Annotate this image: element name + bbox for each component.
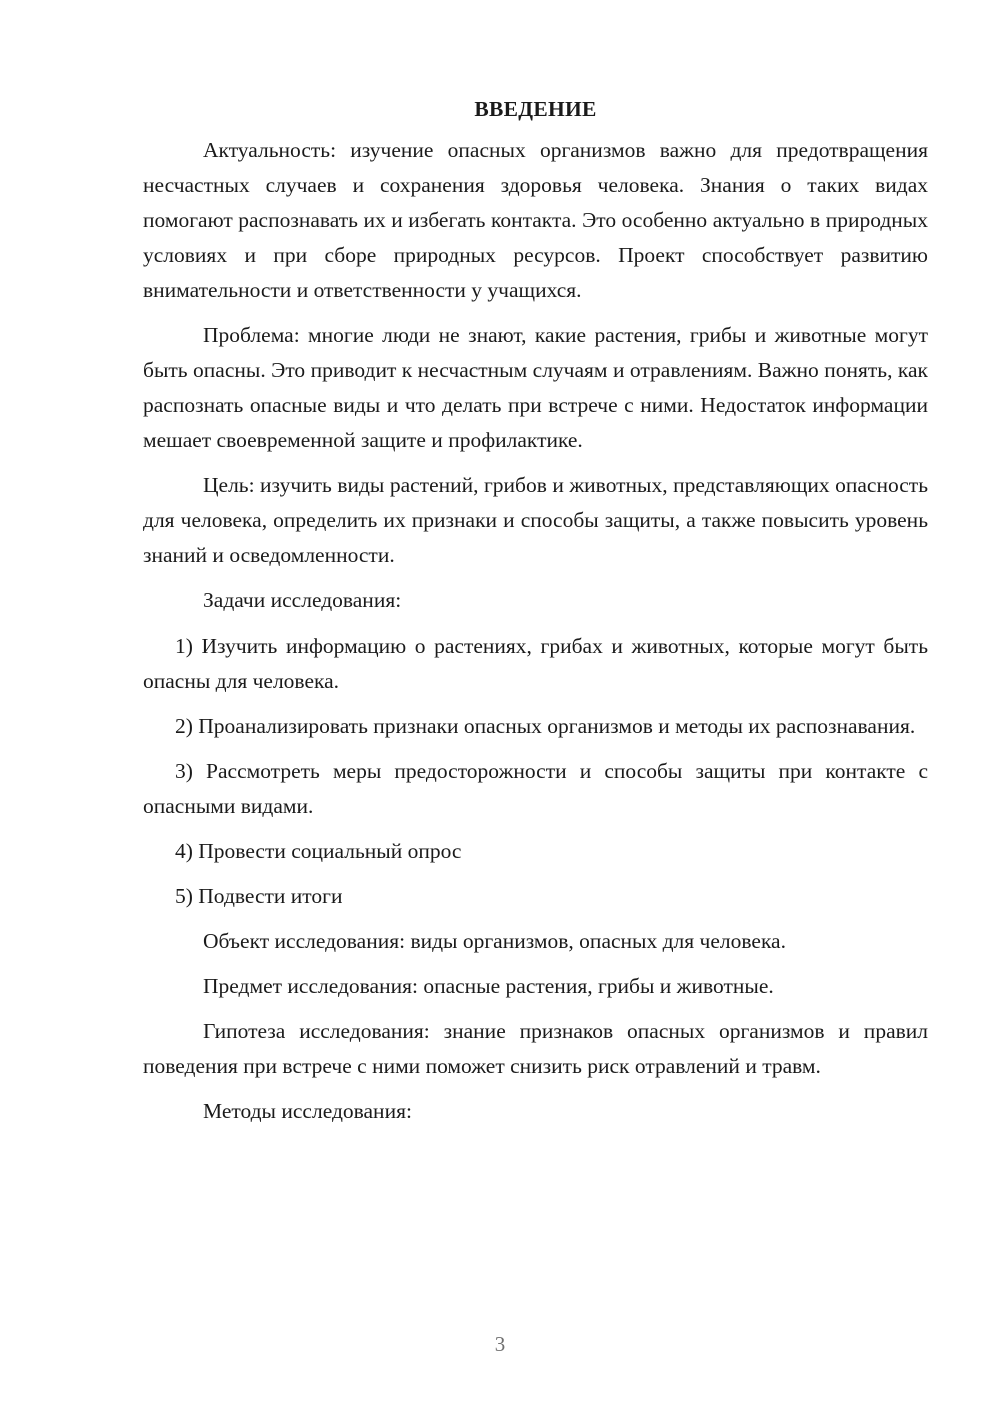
- paragraph-problem: Проблема: многие люди не знают, какие растения, грибы и животные могут быть опасны. Это приводит к несчастным случаям и отравлениям. Важно понять, как распознать опасные виды и что делать при встрече с ними. Недостаток информации мешает своевременной защите и профилактике.: [143, 323, 928, 452]
- paragraph-goal: Цель: изучить виды растений, грибов и животных, представляющих опасность для человека, определить их признаки и способы защиты, а также повысить уровень знаний и осведомленности.: [143, 473, 928, 567]
- page-title: ВВЕДЕНИЕ: [474, 97, 597, 121]
- task-item-4: 4) Провести социальный опрос: [175, 839, 462, 863]
- paragraph-hypothesis: Гипотеза исследования: знание признаков опасных организмов и правил поведения при встрече с ними поможет снизить риск отравлений и травм.: [143, 1019, 928, 1078]
- task-item-5: 5) Подвести итоги: [175, 884, 343, 908]
- document-page: [143, 92, 928, 1139]
- tasks-list: [143, 629, 928, 914]
- task-item-3: 3) Рассмотреть меры предосторожности и способы защиты при контакте с опасными видами.: [143, 759, 928, 818]
- paragraph-relevance: Актуальность: изучение опасных организмов важно для предотвращения несчастных случаев и сохранения здоровья человека. Знания о таких видах помогают распознавать их и избегать контакта. Это особенно актуально в природных условиях и при сборе природных ресурсов. Проект способствует развитию внимательности и ответственности у учащихся.: [143, 138, 928, 302]
- paragraph-methods: Методы исследования:: [203, 1099, 412, 1123]
- paragraph-subject: Предмет исследования: опасные растения, грибы и животные.: [203, 974, 774, 998]
- tasks-heading: Задачи исследования:: [203, 588, 402, 612]
- task-item-2: 2) Проанализировать признаки опасных организмов и методы их распознавания.: [175, 714, 916, 738]
- page-number: 3: [494, 1332, 506, 1356]
- paragraph-object: Объект исследования: виды организмов, опасных для человека.: [203, 929, 786, 953]
- task-item-1: 1) Изучить информацию о растениях, грибах и животных, которые могут быть опасны для человека.: [143, 634, 928, 693]
